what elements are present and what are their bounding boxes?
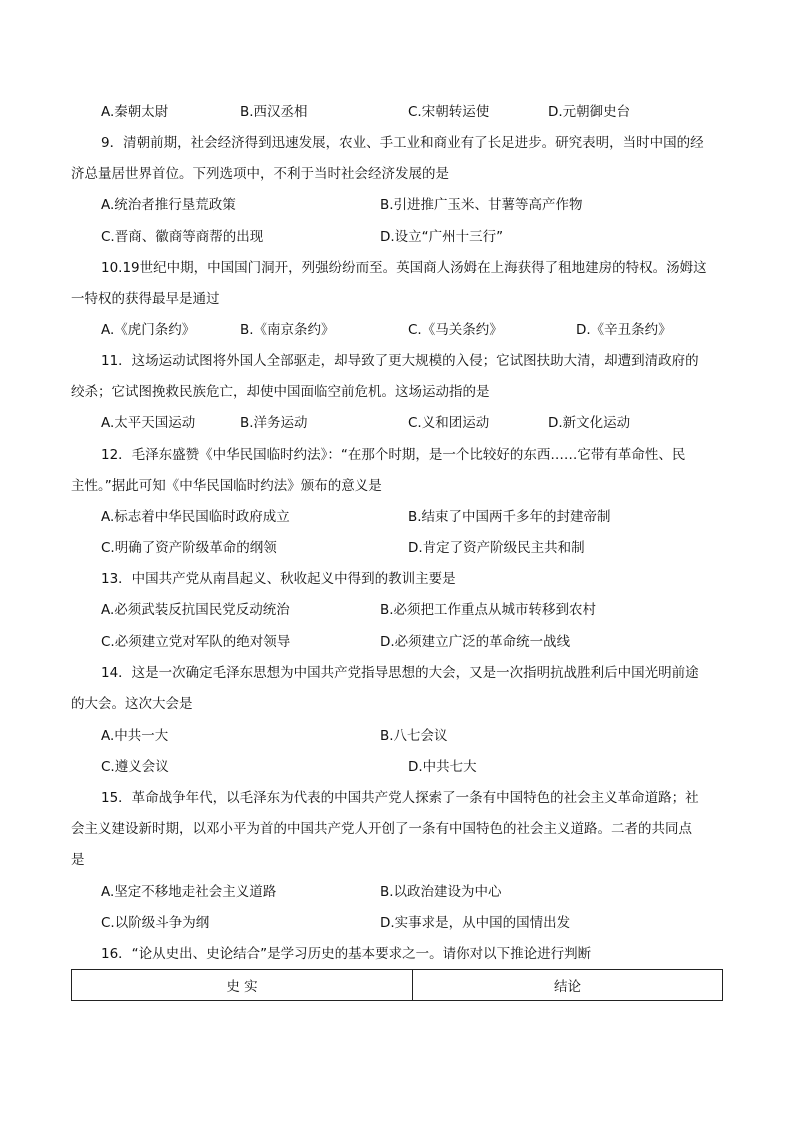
q14-stem-line-1: 14．这是一次确定毛泽东思想为中国共产党指导思想的大会，又是一次指明抗战胜利后中国光明前途 [101, 665, 699, 681]
q12-option-c[interactable]: C.明确了资产阶级革命的纲领 [101, 540, 277, 556]
q14-option-d[interactable]: D.中共七大 [408, 759, 477, 775]
q9-option-c[interactable]: C.晋商、徽商等商帮的出现 [101, 229, 264, 245]
q16-facts-table [71, 969, 723, 1001]
table-header-row [72, 970, 723, 1001]
q11-option-a[interactable]: A.太平天国运动 [101, 415, 196, 431]
table-header-conclusion: 结论 [413, 970, 723, 1001]
q12-option-a[interactable]: A.标志着中华民国临时政府成立 [101, 509, 290, 525]
q11-option-d[interactable]: D.新文化运动 [548, 415, 631, 431]
q11-option-b[interactable]: B.洋务运动 [240, 415, 308, 431]
q13-option-c[interactable]: C.必须建立党对军队的绝对领导 [101, 634, 291, 650]
q9-stem-line-1: 9．清朝前期，社会经济得到迅速发展，农业、手工业和商业有了长足进步。研究表明，当时中国的经 [101, 135, 704, 151]
q8-option-d[interactable]: D.元朝御史台 [548, 104, 631, 120]
q12-stem-line-2: 主性。”据此可知《中华民国临时约法》颁布的意义是 [71, 478, 382, 494]
q10-option-a[interactable]: A.《虎门条约》 [101, 322, 196, 338]
q13-stem-line-1: 13．中国共产党从南昌起义、秋收起义中得到的教训主要是 [101, 571, 456, 587]
q15-stem-line-3: 是 [71, 852, 85, 868]
q16-stem-line-1: 16．“论从史出、史论结合”是学习历史的基本要求之一。请你对以下推论进行判断 [101, 946, 592, 962]
q13-option-d[interactable]: D.必须建立广泛的革命统一战线 [380, 634, 571, 650]
q11-stem-line-1: 11．这场运动试图将外国人全部驱走，却导致了更大规模的入侵；它试图扶助大清，却遭到清政府的 [101, 353, 699, 369]
q9-stem-line-2: 济总量居世界首位。下列选项中，不利于当时社会经济发展的是 [71, 166, 449, 182]
q15-stem-line-1: 15．革命战争年代，以毛泽东为代表的中国共产党人探索了一条有中国特色的社会主义革命道路；社 [101, 790, 699, 806]
q10-option-b[interactable]: B.《南京条约》 [240, 322, 335, 338]
q8-option-c[interactable]: C.宋朝转运使 [408, 104, 490, 120]
q10-option-d[interactable]: D.《辛丑条约》 [576, 322, 672, 338]
q14-option-c[interactable]: C.遵义会议 [101, 759, 169, 775]
q9-option-a[interactable]: A.统治者推行垦荒政策 [101, 197, 236, 213]
q15-option-a[interactable]: A.坚定不移地走社会主义道路 [101, 884, 277, 900]
q11-stem-line-2: 绞杀；它试图挽救民族危亡，却使中国面临空前危机。这场运动指的是 [71, 384, 490, 400]
q15-option-d[interactable]: D.实事求是，从中国的国情出发 [380, 915, 571, 931]
q13-option-a[interactable]: A.必须武装反抗国民党反动统治 [101, 602, 290, 618]
q12-stem-line-1: 12．毛泽东盛赞《中华民国临时约法》：“在那个时期，是一个比较好的东西……它带有革命性、民 [101, 447, 686, 463]
q12-option-d[interactable]: D.肯定了资产阶级民主共和制 [408, 540, 585, 556]
q15-stem-line-2: 会主义建设新时期，以邓小平为首的中国共产党人开创了一条有中国特色的社会主义道路。二者的共同点 [71, 821, 692, 837]
q14-option-b[interactable]: B.八七会议 [380, 728, 448, 744]
q15-option-b[interactable]: B.以政治建设为中心 [380, 884, 502, 900]
q8-option-b[interactable]: B.西汉丞相 [240, 104, 308, 120]
q10-stem-line-2: 一特权的获得最早是通过 [71, 291, 220, 307]
q9-option-b[interactable]: B.引进推广玉米、甘薯等高产作物 [380, 197, 583, 213]
q10-option-c[interactable]: C.《马关条约》 [408, 322, 503, 338]
q14-option-a[interactable]: A.中共一大 [101, 728, 169, 744]
q15-option-c[interactable]: C.以阶级斗争为纲 [101, 915, 210, 931]
q11-option-c[interactable]: C.义和团运动 [408, 415, 490, 431]
table-header-facts: 史 实 [72, 970, 413, 1001]
q14-stem-line-2: 的大会。这次大会是 [71, 696, 193, 712]
q12-option-b[interactable]: B.结束了中国两千多年的封建帝制 [408, 509, 611, 525]
q13-option-b[interactable]: B.必须把工作重点从城市转移到农村 [380, 602, 597, 618]
q8-option-a[interactable]: A.秦朝太尉 [101, 104, 169, 120]
q10-stem-line-1: 10.19世纪中期，中国国门洞开，列强纷纷而至。英国商人汤姆在上海获得了租地建房的特权。汤姆这 [101, 260, 707, 276]
q9-option-d[interactable]: D.设立“广州十三行” [380, 229, 504, 245]
